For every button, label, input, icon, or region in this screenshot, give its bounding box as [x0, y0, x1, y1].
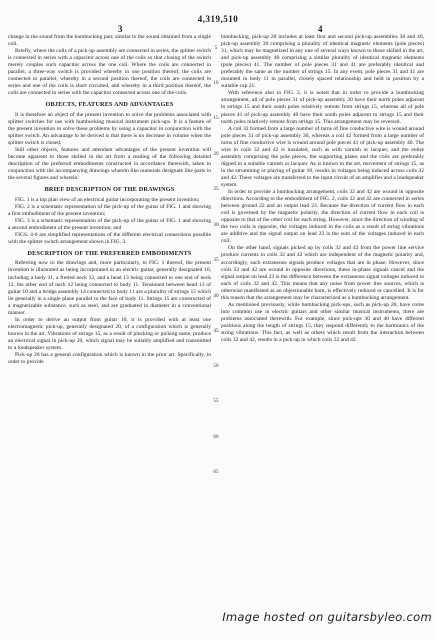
watermark: Image hosted on guitarsbyleo.com: [222, 610, 432, 624]
line-number-marker: 45: [213, 328, 219, 334]
paragraph: FIG. 1 is a top plan view of an electrical guitar incorporating the present invention;: [15, 196, 200, 203]
line-number-marker: 55: [213, 398, 219, 404]
paragraph: In order to provide a humbucking arrangement, coils 32 and 42 are wound in opposite directions. According to the embodiment of FIG. 2, coils 32 and 42 are connected in series between ground 22 and an output lead 23. Because the direction of current flow in each coil is governed by the magnetic polarity, the direction of current flow in each coil is opposite to that of the other coil for each string. However, since the direction of winding of the two coils is opposite, the voltages induced in the coils as a result of string vibrations are additive and the signal output on lead 23 is the sum of the voltages induced in each coil.: [221, 189, 424, 245]
line-number-marker: 5: [214, 45, 218, 51]
paragraph: humbucking, pick-up 20 includes at least first and second pick-up assemblies 30 and 40, pick-up assembly 30 comprising a plurality of identical magnetic elements (pole pieces) 31, which may be magnetized in any one of several ways known to those skilled in the art, and pick-up assembly 40 comprising a similar plurality of identical magnetic elements (pole pieces) 41. The number of pole pieces 31 and 41 are preferably identical and preferably the same as the number of strings 15. In any event, pole pieces 31 and 41 are mounted in body 11 in parallel, closely spaced relationship and held in position by a suitable cap 21.: [221, 34, 424, 90]
left-text-column: [8, 34, 211, 604]
paragraph: With reference also to FIG. 2, it is noted that in order to provide a humbucking arrangement, all of pole pieces 31 of pick-up assembly 30 have their north poles adjacent to strings 15 and their south poles relatively remote from strings 15, whereas all of pole pieces 41 of pick-up assembly 40 have their south poles adjacent to strings 15 and their north poles relatively remote from strings 15. This arrangement may be reversed.: [221, 90, 424, 125]
line-number-marker: 60: [213, 434, 219, 440]
paragraph: Referring now to the drawings and, more particularly, to FIG. 1 thereof, the present invention is illustrated as being incorporated in an electric guitar, generally designated 10, including a body 11, a fretted neck 12, and a head 13 being connected to one end of neck 12, the other end of neck 12 being connected to body 11. Tensioned between head 13 of guitar 10 and a bridge assembly 14 connected to body 11 are a plurality of strings 15 which lie generally in a single plane parallel to the face of body 11. Strings 15 are constructed of a magnetizable substance, such as steel, and are graduated in diameter in a conventional manner.: [8, 260, 211, 316]
paragraph: Briefly, where the coils of a pick-up assembly are connected in series, the splitter switch is connected in series with a capacitor across one of the coils so that closing of the switch merely couples such capacitor across the one coil. Where the coils are connected in parallel, a three-way switch is provided whereby in one position thereof, the coils are connected in parallel, whereby in a second position thereof, the coils are connected in series and one of the coils is short circuited, and whereby in a third position thereof, the coils are connected in series with the capacitor connected across one of the coils.: [8, 48, 211, 97]
line-number-marker: 15: [213, 115, 219, 121]
paragraph: On the other hand, signals picked up by coils 32 and 42 from the power line service produce currents in coils 32 and 42 which are independent of the magnetic polarity and, accordingly, such extraneous signals produce voltages that are in phase. However, since coils 32 and 42 are wound in opposite directions, these in-phase signals cancel and the signal output on lead 23 is the difference between the extraneous signal voltages induced in each of coils 32 and 42. This means that any noise from power line sources, which is otherwise manifested as an objectionable hum, is effectively reduced or cancelled. It is for this reason that the arrangement may be characterized as a humbucking arrangement.: [221, 245, 424, 301]
paragraph: Pick-up 20 has a general configuration which is known in the prior art. Specifically, in order to provide: [8, 352, 211, 366]
line-number-marker: 50: [213, 363, 219, 369]
line-number-marker: 40: [213, 293, 219, 299]
section-heading: OBJECTS, FEATURES AND ADVANTAGES: [45, 101, 174, 109]
line-number-marker: 10: [213, 80, 219, 86]
line-number-marker: 20: [213, 151, 219, 157]
right-column-number: 4: [318, 24, 323, 34]
line-number-marker: 65: [213, 469, 219, 475]
right-text-column: [221, 34, 424, 604]
section-heading: BRIEF DESCRIPTION OF THE DRAWINGS: [44, 186, 175, 194]
paragraph: Still other objects, features and attendant advantages of the present invention will become apparent to those skilled in the art from a reading of the following detailed description of the preferred embodiments constructed in accordance therewith, taken in conjunction with the accompanying drawings wherein like numerals designate like parts in the several figures and wherein:: [8, 147, 211, 182]
left-column-number: 3: [118, 24, 123, 34]
paragraph: In order to derive an output from guitar 10, it is provided with at least one electromagnetic pick-up, generally designated 20, of a configuration which is generally known in the art. Vibrations of strings 15, as a result of plucking or picking same, produce an electrical signal in pick-up 20, which signal may be suitably amplified and transmitted to a loudspeaker system.: [8, 316, 211, 351]
line-number-marker: 35: [213, 257, 219, 263]
paragraph: A coil 32 formed from a large number of turns of fine conductive wire is wound around pole pieces 31 of pick-up assembly 30, whereas a coil 42 formed from a large number of turns of fine conductive wire is wound around pole pieces 41 of pick-up assembly 40. The wire in coils 32 and 42 is insulated, such as with varnish or lacquer, and the entire assembly comprising the pole pieces, the supporting plates and the coils are preferably dipped in a suitable varnish or lacquer. As is known in the art, movement of strings 15, as in the strumming or playing of guitar 10, results in voltages being induced across coils 32 and 42. These voltages are transferred to the input circuit of an amplifier and a loudspeaker system.: [221, 125, 424, 188]
line-number-marker: 25: [213, 186, 219, 192]
line-number-marker: 30: [213, 222, 219, 228]
paragraph: change in the sound from the humbucking pair, similar to the sound obtained from a single coil.: [8, 34, 211, 48]
patent-number: 4,319,510: [197, 14, 239, 24]
paragraph: FIGS. 4-6 are simplified representations of the different electrical connections possible with the splitter switch arrangement shown in FIG. 3.: [8, 231, 211, 245]
paragraph: As mentioned previously, while humbucking pick-ups, such as pick-up 20, have come into common use in electric guitars and other similar musical instruments, there are problems associated therewith. For example, since pick-ups 30 and 40 have different positions along the length of strings 15, they respond differently to the harmonics of the string vibrations. This fact, as well as others which result from the interaction between coils 32 and 42, results in a pick-up in which coils 32 and 42: [221, 301, 424, 344]
paragraph: FIG. 2 is a schematic representation of the pick-up of the guitar of FIG. 1 and showing a first embodiment of the present invention;: [8, 203, 211, 217]
paragraph: FIG. 3 is a schematic representation of the pick-up of the guitar of FIG. 1 and showing a second embodiment of the present invention; and: [8, 217, 211, 231]
paragraph: It is therefore an object of the present invention to solve the problems associated with splitter switches for use with humbucking musical instrument pick-ups. It is a feature of the present invention to solve these problems by using a capacitor in conjunction with the splitter switch. An advantage to be derived is that there is no decrease in volume when the splitter switch is closed.: [8, 111, 211, 147]
section-heading: DESCRIPTION OF THE PREFERRED EMBODIMENTS: [27, 250, 192, 258]
